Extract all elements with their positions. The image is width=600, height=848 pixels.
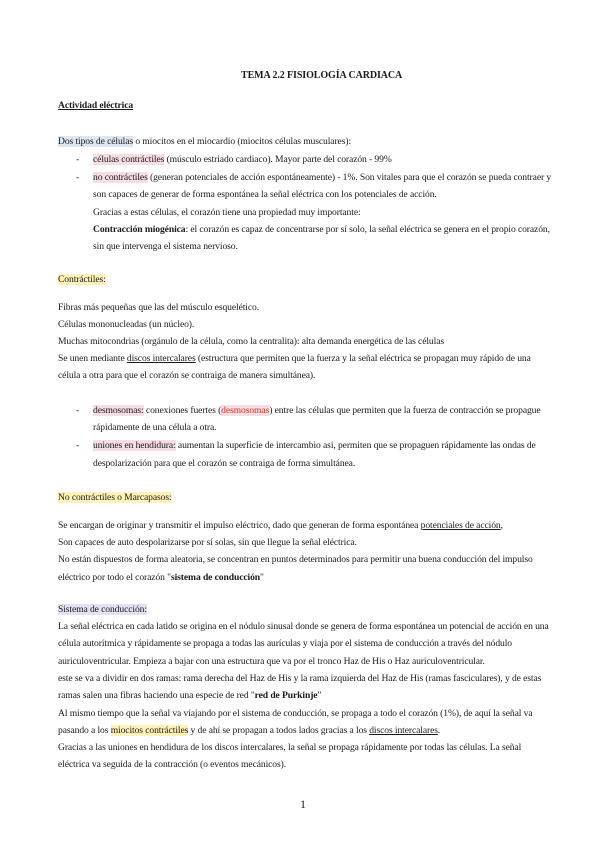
highlight-text: no contráctiles (93, 172, 148, 183)
underlined-term: potenciales de acción (420, 520, 501, 531)
highlight-text: células contráctiles (93, 154, 165, 165)
bullet-dash: - (76, 172, 80, 183)
intro-line (58, 136, 351, 148)
text-span: Se encargan de originar y transmitir el impulso eléctrico, dado que generan de forma espontánea (58, 520, 421, 531)
highlight-text: No contráctiles o Marcapasos: (58, 492, 172, 503)
text-span: Se unen mediante (58, 353, 127, 364)
text-line: La señal eléctrica en cada latido se origina en el nódulo sinusal donde se genera de forma espontánea un potencial de acción en una (58, 621, 549, 632)
text-line: Células mononucleadas (un núcleo). (58, 319, 195, 330)
text-span: y de ahí se propagan a todos lados gracias a los (188, 725, 370, 736)
text-span: (estructura que permiten que la fuerza y la señal eléctrica se propagan muy rápido de una (195, 353, 531, 364)
text-span: . (437, 725, 441, 736)
highlight-text: Contráctiles: (58, 274, 106, 285)
text-line: Gracias a las uniones en hendidura de los discos intercalares, la señal se propaga rápidamente por todas las células. La señal (58, 742, 522, 753)
text-span: " (317, 690, 322, 701)
bullet-dash: - (76, 154, 80, 165)
section-heading-marcapasos (58, 492, 172, 504)
highlight-text: Sistema de conducción: (58, 604, 147, 615)
text-line: Al mismo tiempo que la señal va viajando por el sistema de conducción, se propaga a todo el corazón (1%), de aquí la señal va (58, 708, 533, 719)
text-span: eléctrico por todo el corazón " (58, 572, 171, 583)
text-line: Son capaces de auto despolarizarse por sí solas, sin que llegue la señal eléctrica. (58, 537, 357, 548)
gracias-line: Gracias a estas células, el corazón tiene una propiedad muy importante: (93, 207, 361, 218)
underlined-term: discos intercalares (126, 353, 196, 364)
bullet-continuation: son capaces de generar de forma espontánea la señal eléctrica con los potenciales de acción. (93, 189, 437, 200)
bullet-continuation: despolarización para que el corazón se contraiga de forma simultánea. (93, 458, 356, 469)
text-line: auriculoventricular. Empieza a bajar con una estructura que va por el tronco Haz de His o Haz auriculoventricular. (58, 656, 485, 667)
highlight-text: desmosomas: (93, 405, 144, 416)
text-line (58, 353, 531, 365)
bullet-desmosomas (93, 405, 541, 417)
text-line: No están dispuestos de forma aleatoria, se concentran en puntos determinados para permitir una buena conducción del impulso (58, 554, 533, 565)
section-heading-sistema-conduccion (58, 604, 147, 616)
bold-term: Contracción miogénica (93, 224, 186, 235)
bullet-dash: - (76, 440, 80, 451)
highlight-text: uniones en hendidura: (93, 440, 176, 451)
section-heading-actividad: Actividad eléctrica (58, 100, 134, 111)
bold-term: red de Purkinje (254, 690, 318, 701)
text-line: Fibras más pequeñas que las del músculo esquelético. (58, 302, 260, 313)
underlined-term: discos intercalares (369, 725, 438, 736)
contraccion-continuation: sin que intervenga el sistema nervioso. (93, 241, 238, 252)
page-number: 1 (300, 797, 306, 811)
text-line (58, 690, 321, 702)
text-span: " (260, 572, 264, 583)
bullet-dash: - (76, 405, 80, 416)
text-span: (generan potenciales de acción espontáneamente) - 1%. Son vitales para que el corazón se pueda contraer y (147, 172, 552, 183)
document-title: TEMA 2.2 FISIOLOGÍA CARDIACA (241, 70, 403, 81)
contraccion-miogenica-line (93, 224, 550, 236)
bullet-contractiles (93, 154, 392, 166)
text-span: o miocitos en el miocardio (miocitos células musculares): (133, 136, 352, 147)
text-line: este se va a dividir en dos ramas: rama derecha del Haz de His y la rama izquierda del Haz de His (ramas fasciculares), y de estas (58, 673, 542, 684)
highlight-text: Dos tipos de células (58, 136, 134, 147)
text-span: pasando a los (58, 725, 111, 736)
bullet-continuation: rápidamente de una célula a otra. (93, 422, 217, 433)
text-line (58, 572, 264, 584)
text-span: aumentan la superficie de intercambio así, permiten que se propaguen rápidamente las ondas de (175, 440, 536, 451)
bullet-uniones-hendidura (93, 440, 536, 452)
text-span: ramas salen una fibras haciendo una especie de red " (58, 690, 255, 701)
text-line: Muchas mitocondrias (orgánulo de la célula, como la centralita): alta demanda energética de las células (58, 336, 444, 347)
text-span: (músculo estriado cardiaco). Mayor parte del corazón - 99% (164, 154, 392, 165)
bold-term: sistema de conducción (170, 572, 261, 583)
text-line: célula autorítmica y rápidamente se propaga a todas las aurículas y viaja por el sistema de conducción a través del nódulo (58, 638, 512, 649)
text-span: , (500, 520, 503, 531)
highlight-text: miocitos contráctiles (110, 725, 189, 736)
text-span: conexiones fuertes ( (143, 405, 222, 416)
text-span: ) entre las células que permiten que la fuerza de contracción se propague (269, 405, 541, 416)
text-line (58, 725, 440, 737)
text-line: célula a otra para que el corazón se contraiga de manera simultánea). (58, 370, 316, 381)
text-span: : el corazón es capaz de concentrarse por sí solo, la señal eléctrica se genera en el propio corazón, (185, 224, 550, 235)
text-line: eléctrica va seguida de la contracción (o eventos mecánicos). (58, 759, 287, 770)
text-line (58, 520, 503, 532)
bullet-no-contractiles (93, 172, 551, 184)
section-heading-contractiles (58, 274, 106, 286)
red-term: desmosomas (221, 405, 270, 416)
